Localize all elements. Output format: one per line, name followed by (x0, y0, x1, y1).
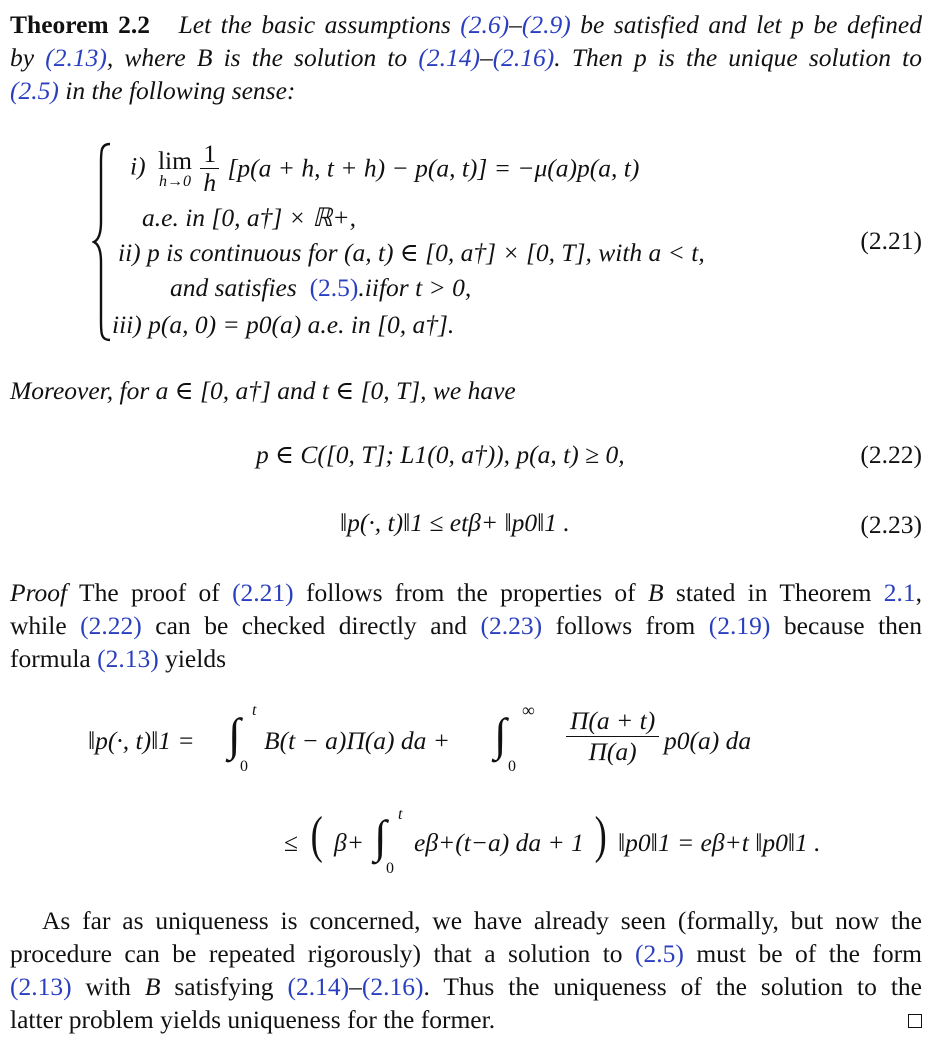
proof-paragraph (10, 576, 922, 675)
theorem-label: Theorem 2.2 (10, 10, 151, 39)
uniqueness-line-3: (2.13) with B satisfying (2.14)–(2.16). Thus the uniqueness of the solution to the (10, 972, 922, 1001)
equation-number-2-23: (2.23) (860, 510, 922, 539)
proof-line-1: Proof The proof of (2.21) follows from the properties of B stated in Theorem 2.1, (10, 578, 922, 607)
integral-2-upper: ∞ (522, 700, 535, 720)
limit-operator (157, 145, 192, 190)
fraction-numerator: 1 (200, 140, 219, 169)
equation-number-2-22: (2.22) (860, 440, 922, 469)
left-brace (92, 142, 114, 342)
pi-fraction (566, 706, 659, 767)
beta-plus: β+ (334, 828, 364, 857)
proof-label: Proof (10, 578, 68, 607)
ref-2-6[interactable]: (2.6) (460, 10, 510, 39)
moreover-line: Moreover, for a ∈ [0, a†] and t ∈ [0, T], we have (10, 376, 516, 405)
integral-1-body: B(t − a)Π(a) da + (264, 726, 450, 755)
fraction-denominator: h (203, 168, 217, 197)
item-i-expression: [p(a + h, t + h) − p(a, t)] = −μ(a)p(a, t) (227, 153, 640, 183)
integral-2-lower: 0 (508, 758, 516, 775)
ref-2-5-c[interactable]: (2.5) (635, 939, 684, 968)
one-over-h-fraction (200, 140, 219, 197)
theorem-statement (10, 8, 922, 107)
system-item-ii-cont: and satisfies (2.5).iifor t > 0, (170, 273, 472, 302)
ref-2-14[interactable]: (2.14) (418, 43, 480, 72)
system-item-iii: iii) p(a, 0) = p0(a) a.e. in [0, a†]. (112, 310, 455, 339)
ref-2-9[interactable]: (2.9) (521, 10, 571, 39)
uniqueness-paragraph (10, 904, 922, 1036)
integral-3-sign: ∫ (374, 811, 387, 862)
system-item-ii: ii) p is continuous for (a, t) ∈ [0, a†] × [0, T], with a < t, (118, 238, 705, 267)
uniqueness-line-4 (10, 1003, 922, 1036)
ref-theorem-2-1[interactable]: 2.1 (883, 578, 916, 607)
item-i-label: i) (130, 151, 146, 181)
integral-1-upper: t (252, 702, 257, 719)
left-paren-big: ( (310, 807, 323, 864)
integral-3-body: eβ+(t−a) da + 1 (414, 828, 584, 857)
uniqueness-line-2: procedure can be repeated rigorously) that a solution to (2.5) must be of the form (10, 939, 922, 968)
ref-2-22[interactable]: (2.22) (80, 611, 142, 640)
integral-2-sign: ∫ (494, 709, 507, 760)
system-item-i-cont: a.e. in [0, a†] × ℝ+, (142, 203, 356, 232)
theorem-line-1: Theorem 2.2 Let the basic assumptions (2.6)–(2.9) be satisfied and let p be defined (10, 10, 923, 39)
equation-2-23: ‖p(·, t)‖1 ≤ etβ+ ‖p0‖1 . (340, 508, 570, 537)
qed-square-icon (908, 1014, 922, 1028)
pi-fraction-numerator: Π(a + t) (566, 706, 659, 737)
ref-2-21[interactable]: (2.21) (232, 578, 294, 607)
uniqueness-line-1: As far as uniqueness is concerned, we have already seen (formally, but now the (42, 906, 922, 935)
uniqueness-line-4-text: latter problem yields uniqueness for the former. (10, 1005, 496, 1034)
ref-2-19[interactable]: (2.19) (708, 611, 771, 640)
proof-line-3: formula (2.13) yields (10, 644, 227, 673)
display-lhs: ‖p(·, t)‖1 = (88, 726, 195, 755)
equation-2-22: p ∈ C([0, T]; L1(0, a†)), p(a, t) ≥ 0, (256, 440, 625, 469)
ref-2-13-b[interactable]: (2.13) (97, 644, 159, 673)
display-leq: ≤ (284, 828, 298, 857)
right-paren-big: ) (594, 807, 607, 864)
ref-2-5-b[interactable]: (2.5) (309, 273, 359, 302)
lim-subscript: h→0 (158, 172, 191, 190)
ref-2-13-c[interactable]: (2.13) (10, 972, 72, 1001)
ref-2-13[interactable]: (2.13) (45, 43, 107, 72)
ref-2-14-b[interactable]: (2.14) (287, 972, 350, 1001)
integral-3-lower: 0 (386, 860, 394, 877)
integral-2-tail: p0(a) da (664, 726, 752, 755)
integral-3-upper: t (398, 806, 403, 823)
equation-number-2-21: (2.21) (860, 226, 922, 255)
ref-2-16[interactable]: (2.16) (492, 43, 555, 72)
integral-1-sign: ∫ (228, 709, 241, 760)
display-line2-tail: ‖p0‖1 = eβ+t ‖p0‖1 . (618, 828, 821, 857)
lim-text: lim (157, 145, 192, 175)
proof-line-2: while (2.22) can be checked directly and (2.23) follows from (2.19) because then (10, 611, 922, 640)
integral-1-lower: 0 (240, 758, 248, 775)
pi-fraction-denominator: Π(a) (588, 737, 637, 766)
ref-2-16-b[interactable]: (2.16) (361, 972, 424, 1001)
theorem-line-2: by (2.13), where B is the solution to (2.14)–(2.16). Then p is the unique solution to (10, 43, 922, 72)
ref-2-23[interactable]: (2.23) (480, 611, 543, 640)
theorem-line-3: (2.5) in the following sense: (10, 76, 296, 105)
system-item-i (130, 140, 639, 200)
ref-2-5[interactable]: (2.5) (10, 76, 59, 105)
